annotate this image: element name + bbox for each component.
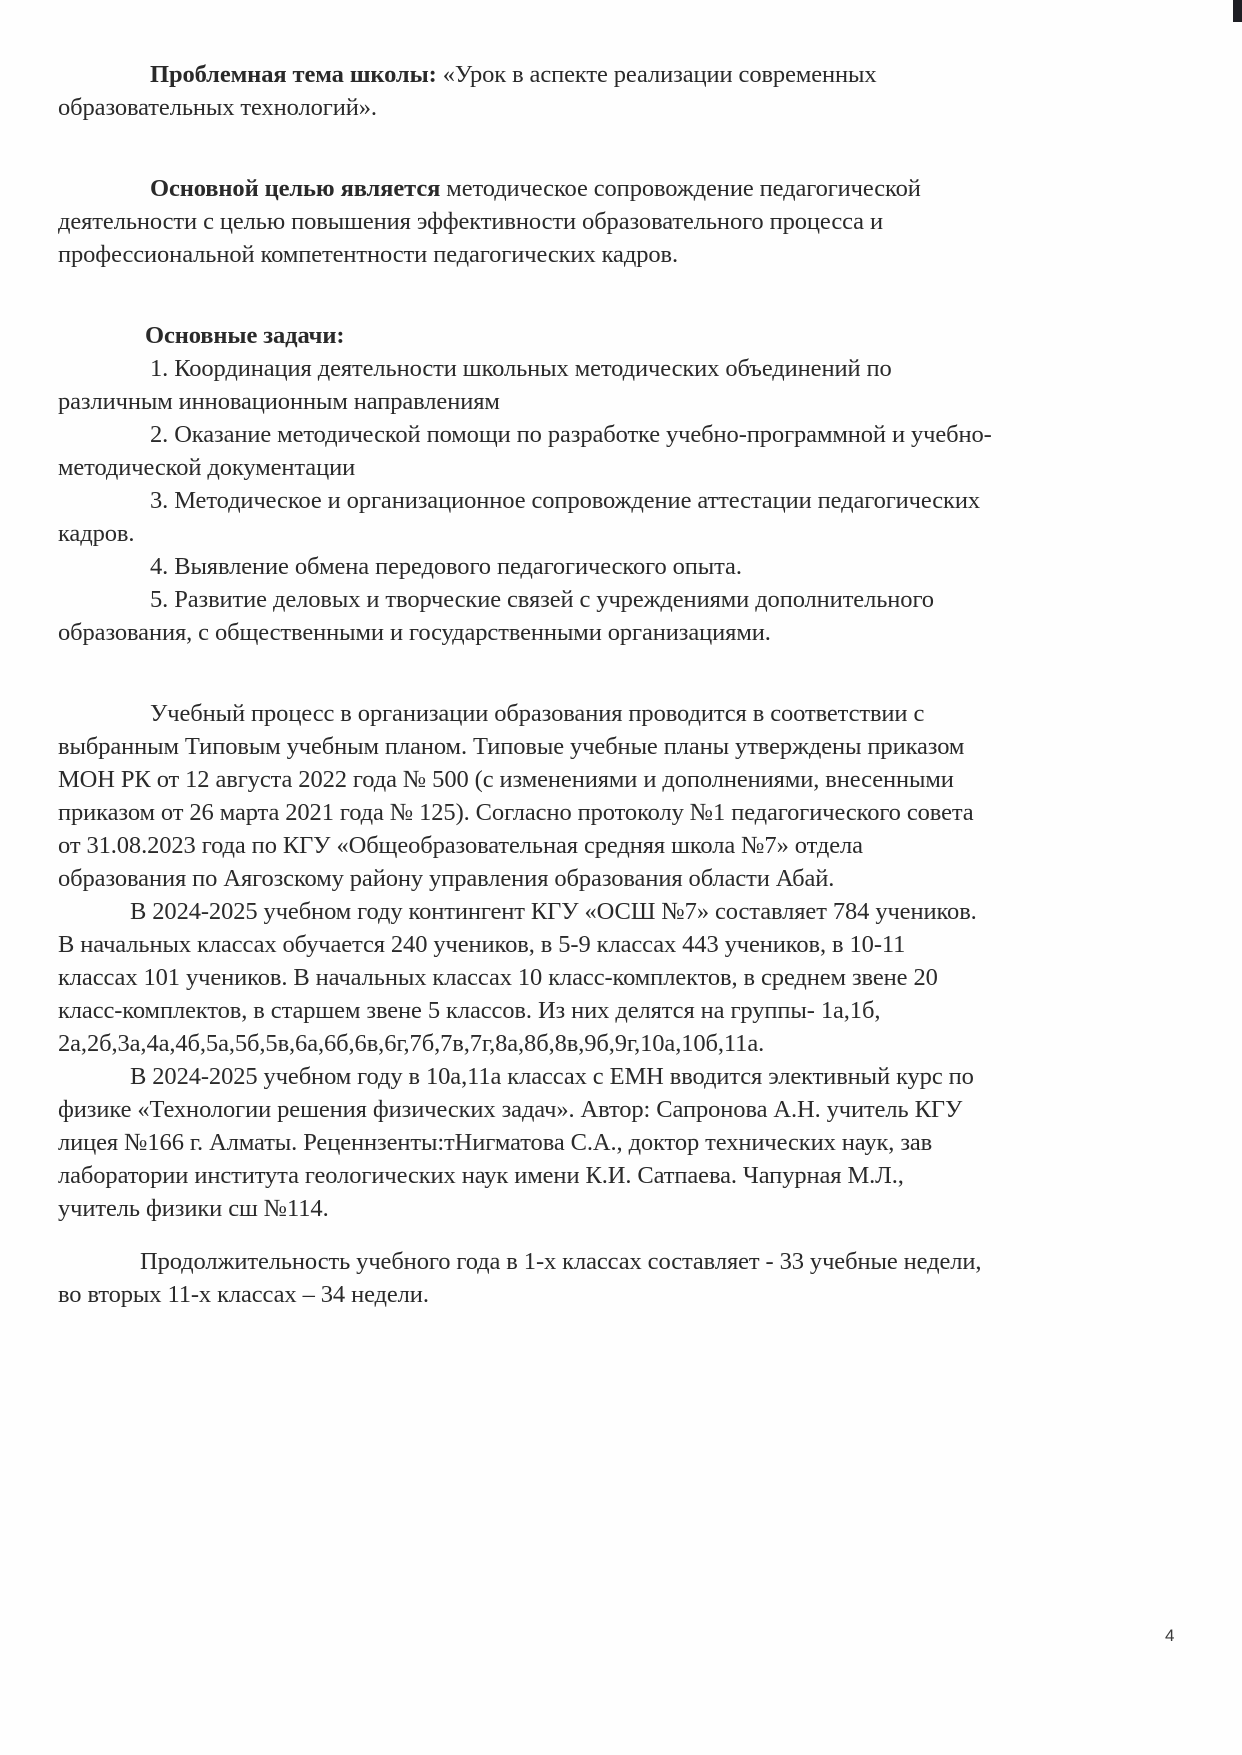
paragraph-line: выбранным Типовым учебным планом. Типовые учебные планы утверждены приказом — [58, 733, 965, 760]
scan-corner-mark — [1233, 0, 1242, 22]
paragraph-line: образования по Аягозскому району управления образования области Абай. — [58, 865, 835, 892]
curriculum-paragraph — [58, 697, 1178, 895]
task-item-text: 3. Методическое и организационное сопровождение аттестации педагогических — [150, 487, 981, 514]
main-goal-text-line2: деятельности с целью повышения эффективности образовательного процесса и — [58, 208, 883, 235]
main-goal-section — [58, 172, 1178, 271]
paragraph-line: учитель физики сш №114. — [58, 1195, 329, 1222]
paragraph-line: во вторых 11-х классах – 34 недели. — [58, 1281, 429, 1308]
task-item-text-cont: кадров. — [58, 520, 135, 547]
task-item — [58, 484, 1178, 550]
task-item-text: 2. Оказание методической помощи по разработке учебно-программной и учебно- — [150, 421, 992, 448]
paragraph-line: лаборатории института геологических наук имени К.И. Сатпаева. Чапурная М.Л., — [58, 1162, 904, 1189]
paragraph-line: В 2024-2025 учебном году в 10а,11а классах с ЕМН вводится элективный курс по — [130, 1063, 974, 1090]
elective-paragraph — [58, 1060, 1178, 1225]
paragraph-line: класс-комплектов, в старшем звене 5 классов. Из них делятся на группы- 1а,1б, — [58, 997, 881, 1024]
problem-theme-text-cont: образовательных технологий». — [58, 94, 377, 121]
problem-theme-label: Проблемная тема школы: — [150, 61, 437, 88]
paragraph-line: классах 101 учеников. В начальных классах 10 класс-комплектов, в среднем звене 20 — [58, 964, 938, 991]
task-item-text-cont: методической документации — [58, 454, 356, 481]
contingent-paragraph — [58, 895, 1178, 1060]
task-item — [58, 550, 1178, 583]
paragraph-line: 2а,2б,3а,4а,4б,5а,5б,5в,6а,6б,6в,6г,7б,7в,7г,8а,8б,8в,9б,9г,10а,10б,11а. — [58, 1030, 765, 1057]
paragraph-line: Учебный процесс в организации образования проводится в соответствии с — [150, 700, 925, 727]
task-item-text-cont: различным инновационным направлениям — [58, 388, 500, 415]
page-number: 4 — [1165, 1626, 1175, 1645]
tasks-heading: Основные задачи: — [145, 322, 345, 349]
problem-theme-text: «Урок в аспекте реализации современных — [436, 61, 877, 88]
task-item-text: 4. Выявление обмена передового педагогического опыта. — [150, 553, 742, 580]
task-item-text: 5. Развитие деловых и творческие связей с учреждениями дополнительного — [150, 586, 934, 613]
paragraph-line: Продолжительность учебного года в 1-х классах составляет - 33 учебные недели, — [140, 1248, 982, 1275]
main-goal-text: методическое сопровождение педагогической — [440, 175, 921, 202]
task-item-text: 1. Координация деятельности школьных методических объединений по — [150, 355, 892, 382]
main-goal-text-line3: профессиональной компетентности педагогических кадров. — [58, 241, 678, 268]
task-item — [58, 583, 1178, 649]
paragraph-line: физике «Технологии решения физических задач». Автор: Сапронова А.Н. учитель КГУ — [58, 1096, 963, 1123]
task-item — [58, 418, 1178, 484]
tasks-section — [58, 319, 1178, 649]
task-item — [58, 352, 1178, 418]
paragraph-line: В начальных классах обучается 240 учеников, в 5-9 классах 443 учеников, в 10-11 — [58, 931, 906, 958]
main-goal-label: Основной целью является — [150, 175, 441, 202]
duration-paragraph — [58, 1245, 1178, 1311]
paragraph-line: лицея №166 г. Алматы. Реценнзенты:тНигматова С.А., доктор технических наук, зав — [58, 1129, 933, 1156]
paragraph-line: В 2024-2025 учебном году контингент КГУ «ОСШ №7» составляет 784 учеников. — [130, 898, 977, 925]
problem-theme-section — [58, 58, 1178, 124]
paragraph-line: приказом от 26 марта 2021 года № 125). Согласно протоколу №1 педагогического совета — [58, 799, 974, 826]
paragraph-line: от 31.08.2023 года по КГУ «Общеобразовательная средняя школа №7» отдела — [58, 832, 863, 859]
task-item-text-cont: образования, с общественными и государственными организациями. — [58, 619, 771, 646]
paragraph-line: МОН РК от 12 августа 2022 года № 500 (с изменениями и дополнениями, внесенными — [58, 766, 954, 793]
document-body — [58, 58, 1178, 1311]
